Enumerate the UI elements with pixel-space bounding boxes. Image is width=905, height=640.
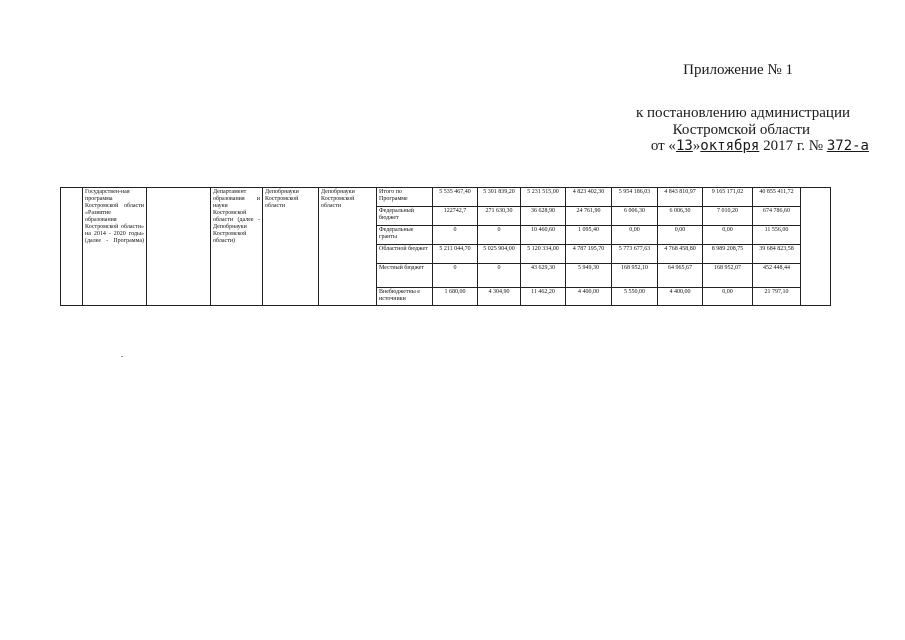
value-cell: 0 [433, 226, 478, 245]
value-cell: 4 787 195,70 [566, 245, 612, 264]
value-cell: 5 120 334,00 [521, 245, 566, 264]
value-cell: 64 965,67 [658, 264, 703, 288]
value-cell: 39 684 823,58 [753, 245, 801, 264]
value-cell: 10 460,60 [521, 226, 566, 245]
source-cell: Итого по Программе [377, 188, 433, 207]
value-cell: 0,00 [703, 288, 753, 306]
source-cell: Внебюджетны е источники [377, 288, 433, 306]
resolution-line-1: к постановлению администрации [635, 105, 850, 121]
source-cell: Местный бюджет [377, 264, 433, 288]
value-cell: 36 628,90 [521, 207, 566, 226]
value-cell: 7 010,20 [703, 207, 753, 226]
source-cell: Областной бюджет [377, 245, 433, 264]
value-cell: 271 630,30 [478, 207, 521, 226]
value-cell: 0,00 [612, 226, 658, 245]
value-cell: 5 954 186,03 [612, 188, 658, 207]
value-cell: 4 768 458,80 [658, 245, 703, 264]
value-cell: 5 025 904,00 [478, 245, 521, 264]
value-cell: 6 006,30 [612, 207, 658, 226]
value-cell: 674 786,60 [753, 207, 801, 226]
value-cell: 4 843 810,97 [658, 188, 703, 207]
resolution-date-line [651, 138, 869, 155]
value-cell: 40 855 411,72 [753, 188, 801, 207]
value-cell: 1 095,40 [566, 226, 612, 245]
date-month: октября [700, 138, 760, 154]
value-cell: 0,00 [658, 226, 703, 245]
program-name-cell: Государствен-ная программа Костромской области «Развитие образования Костромской области» на 2014 - 2020 годы» (далее - Программа) [83, 188, 147, 306]
date-prefix: от « [650, 138, 676, 154]
resolution-line-2: Костромской области [672, 122, 810, 138]
value-cell: 24 761,90 [566, 207, 612, 226]
participant-cell: Депобрнауки Костромской области [319, 188, 377, 306]
value-cell: 11 462,20 [521, 288, 566, 306]
value-cell: 4 400,00 [566, 288, 612, 306]
value-cell: 5 301 839,20 [478, 188, 521, 207]
appendix-title: Приложение № 1 [683, 62, 793, 78]
value-cell: 5 773 677,63 [612, 245, 658, 264]
empty-cell [801, 188, 831, 306]
value-cell: 8 989 208,75 [703, 245, 753, 264]
source-cell: Федеральный бюджет [377, 207, 433, 226]
value-cell: 0 [478, 264, 521, 288]
value-cell: 122742,7 [433, 207, 478, 226]
value-cell: 11 556,00 [753, 226, 801, 245]
value-cell: 4 304,90 [478, 288, 521, 306]
executor-cell: Департамент образования и науки Костромской области (далее - Депобрнауки Костромской области) [211, 188, 263, 306]
coexecutor-cell: Депобрнауки Костромской области [263, 188, 319, 306]
date-day: 13 [675, 138, 693, 154]
value-cell: 4 400,00 [658, 288, 703, 306]
value-cell: 5 949,30 [566, 264, 612, 288]
resolution-number: 372-а [826, 138, 869, 154]
date-year: 2017 г. № [763, 138, 824, 154]
value-cell: 4 823 402,30 [566, 188, 612, 207]
value-cell: 5 550,00 [612, 288, 658, 306]
table-cell-index [61, 188, 83, 306]
value-cell: 0 [478, 226, 521, 245]
value-cell: 0 [433, 264, 478, 288]
value-cell: 43 629,30 [521, 264, 566, 288]
value-cell: 1 680,00 [433, 288, 478, 306]
table-row [61, 188, 831, 207]
value-cell: 168 952,07 [703, 264, 753, 288]
value-cell: 5 535 467,40 [433, 188, 478, 207]
date-separator: » [692, 138, 701, 154]
value-cell: 5 231 515,00 [521, 188, 566, 207]
scan-speck [121, 356, 123, 357]
empty-cell [147, 188, 211, 306]
value-cell: 6 006,30 [658, 207, 703, 226]
value-cell: 168 952,10 [612, 264, 658, 288]
value-cell: 0,00 [703, 226, 753, 245]
value-cell: 21 797,10 [753, 288, 801, 306]
value-cell: 9 165 171,02 [703, 188, 753, 207]
source-cell: Федеральные гранты [377, 226, 433, 245]
value-cell: 452 448,44 [753, 264, 801, 288]
value-cell: 5 211 044,70 [433, 245, 478, 264]
funding-table [60, 187, 831, 306]
